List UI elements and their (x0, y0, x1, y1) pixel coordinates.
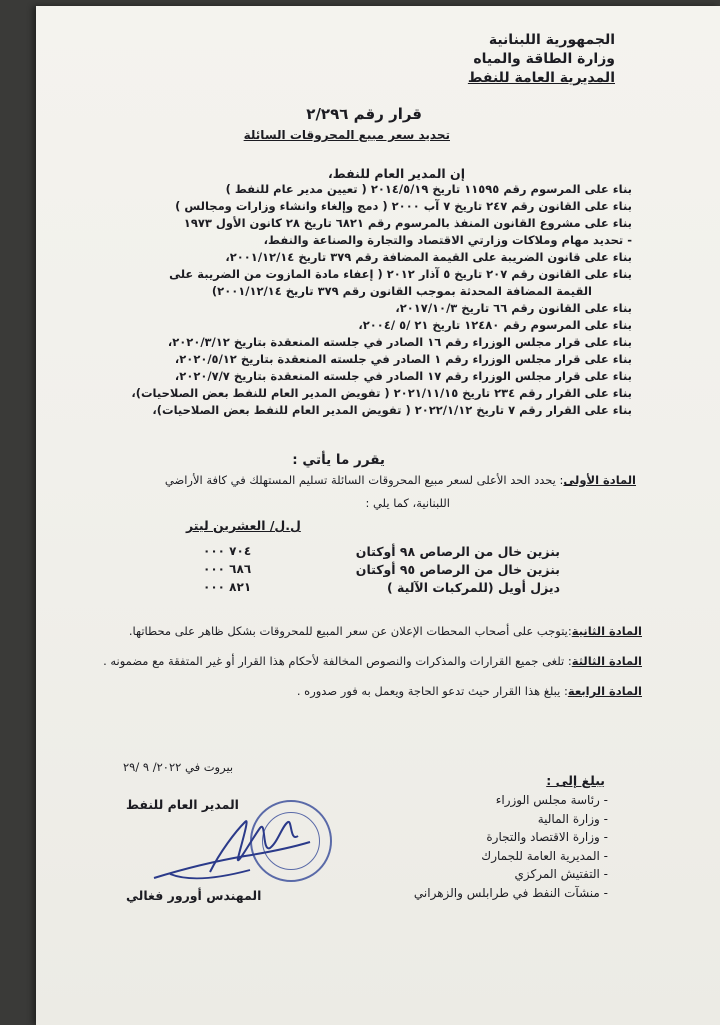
preamble-line: بناء على القانون رقم ٦٦ تاريخ ٢٠١٧/١٠/٣، (395, 301, 632, 315)
distribution-item-text: منشآت النفط في طرابلس والزهراني (413, 885, 600, 900)
preamble-line: بناء على قانون الضريبة على القيمة المضافة رقم ٣٧٩ تاريخ ٢٠٠١/١٢/١٤، (225, 250, 632, 264)
header-republic: الجمهورية اللبنانية (488, 32, 615, 48)
preamble-line: - تحديد مهام وملاكات وزارتي الاقتصاد والتجارة والصناعة والنفط، (263, 233, 632, 247)
bullet-dash: - (599, 793, 608, 807)
article-2 (129, 624, 642, 638)
distribution-item (515, 867, 608, 881)
decision-subject: تحديد سعر مبيع المحروقات السائلة (243, 128, 450, 142)
article-3 (103, 654, 642, 668)
handwritten-signature (150, 812, 320, 892)
preamble-line: بناء على مشروع القانون المنفذ بالمرسوم رقم ٦٨٢١ تاريخ ٢٨ كانون الأول ١٩٧٣ (183, 216, 632, 230)
article-2-label: المادة الثانية (571, 624, 642, 638)
article-1-line2: اللبنانية، كما يلي : (365, 496, 450, 510)
article-1-label: المادة الأولى (563, 473, 636, 487)
fuel-price: ٨٢١ ٠٠٠ (203, 580, 252, 594)
preamble-line: بناء على القانون رقم ٢٤٧ تاريخ ٧ آب ٢٠٠٠ ( دمج وإلغاء وانشاء وزارات ومجالس ) (175, 199, 632, 213)
header-ministry: وزارة الطاقة والمياه (473, 51, 615, 67)
preamble-line: بناء على القرار رقم ٧ تاريخ ٢٠٢٢/١/١٢ ( تفويض المدير العام للنفط بعض الصلاحيات)، (152, 403, 632, 417)
distribution-item-text: المديرية العامة للجمارك (481, 848, 600, 863)
preamble-line: بناء على القانون رقم ٢٠٧ تاريخ ٥ آذار ٢٠١٢ ( إعفاء مادة المازوت من الضريبة على (169, 267, 632, 281)
distribution-item-text: وزارة المالية (537, 811, 600, 826)
distribution-item-text: رئاسة مجلس الوزراء (495, 793, 600, 807)
header-directorate: المديرية العامة للنفط (467, 70, 615, 86)
article-4-label: المادة الرابعة (567, 684, 642, 698)
article-4-text: : يبلغ هذا القرار حيث تدعو الحاجة ويعمل به فور صدوره . (296, 684, 568, 698)
document-page (36, 6, 720, 1025)
distribution-item (486, 830, 608, 844)
issue-date: بيروت في ٢٠٢٢/ ٩ /٢٩ (123, 760, 234, 774)
bullet-dash: - (599, 811, 608, 826)
decision-number: قرار رقم ٢/٢٩٦ (306, 105, 422, 123)
article-1-text: : يحدد الحد الأعلى لسعر مبيع المحروقات السائلة تسليم المستهلك في كافة الأراضي (164, 473, 564, 487)
bullet-dash: - (599, 885, 608, 900)
fuel-name: بنزين خال من الرصاص ٩٥ أوكتان (355, 562, 560, 577)
distribution-title: يبلغ إلى : (546, 773, 605, 788)
distribution-item (496, 793, 608, 807)
signatory-name: المهندس أورور فغالي (126, 888, 262, 903)
preamble-line: بناء على القرار رقم ٢٣٤ تاريخ ٢٠٢١/١١/١٥ ( تفويض المدير العام للنفط بعض الصلاحيات)، (131, 386, 632, 400)
preamble-intro: إن المدير العام للنفط، (328, 166, 465, 181)
preamble-line: بناء على المرسوم رقم ١١٥٩٥ تاريخ ٢٠١٤/٥/١٩ ( تعيين مدير عام للنفط ) (225, 182, 632, 196)
fuel-price: ٧٠٤ ٠٠٠ (203, 544, 252, 558)
signatory-title: المدير العام للنفط (126, 797, 239, 812)
bullet-dash: - (599, 867, 608, 881)
fuel-name: بنزين خال من الرصاص ٩٨ أوكتان (355, 544, 560, 559)
bullet-dash: - (599, 830, 608, 844)
price-unit: ل.ل/ العشرين ليتر (186, 518, 301, 533)
distribution-item (538, 812, 608, 826)
article-3-label: المادة الثالثة (571, 654, 642, 668)
distribution-item (414, 886, 608, 900)
fuel-price: ٦٨٦ ٠٠٠ (203, 562, 252, 576)
preamble-line: القيمة المضافة المحدثة بموجب القانون رقم ٣٧٩ تاريخ ٢٠٠١/١٢/١٤) (211, 284, 592, 298)
distribution-item-text: التفتيش المركزي (514, 867, 600, 881)
article-2-text: :يتوجب على أصحاب المحطات الإعلان عن سعر المبيع للمحروقات بشكل ظاهر على محطاتها. (128, 624, 572, 638)
article-3-text: : تلغى جميع القرارات والمذكرات والنصوص المخالفة لأحكام هذا القرار أو غير المتفقة مع مضمونه . (103, 654, 572, 668)
fuel-name: ديزل أويل (للمركبات الآلية ) (386, 580, 560, 595)
article-1 (165, 473, 636, 487)
preamble-line: بناء على قرار مجلس الوزراء رقم ١ الصادر في جلسته المنعقدة بتاريخ ٢٠٢٠/٥/١٢، (174, 352, 632, 366)
decides-heading: يقرر ما يأتي : (292, 452, 385, 468)
preamble-line: بناء على قرار مجلس الوزراء رقم ١٧ الصادر في جلسته المنعقدة بتاريخ ٢٠٢٠/٧/٧، (174, 369, 632, 383)
bullet-dash: - (599, 848, 608, 863)
distribution-item (481, 849, 608, 863)
distribution-item-text: وزارة الاقتصاد والتجارة (486, 830, 600, 844)
preamble-line: بناء على قرار مجلس الوزراء رقم ١٦ الصادر في جلسته المنعقدة بتاريخ ٢٠٢٠/٣/١٢، (167, 335, 632, 349)
article-4 (297, 684, 642, 698)
preamble-line: بناء على المرسوم رقم ١٢٤٨٠ تاريخ ٢١ /٥ /٢٠٠٤، (358, 318, 632, 332)
